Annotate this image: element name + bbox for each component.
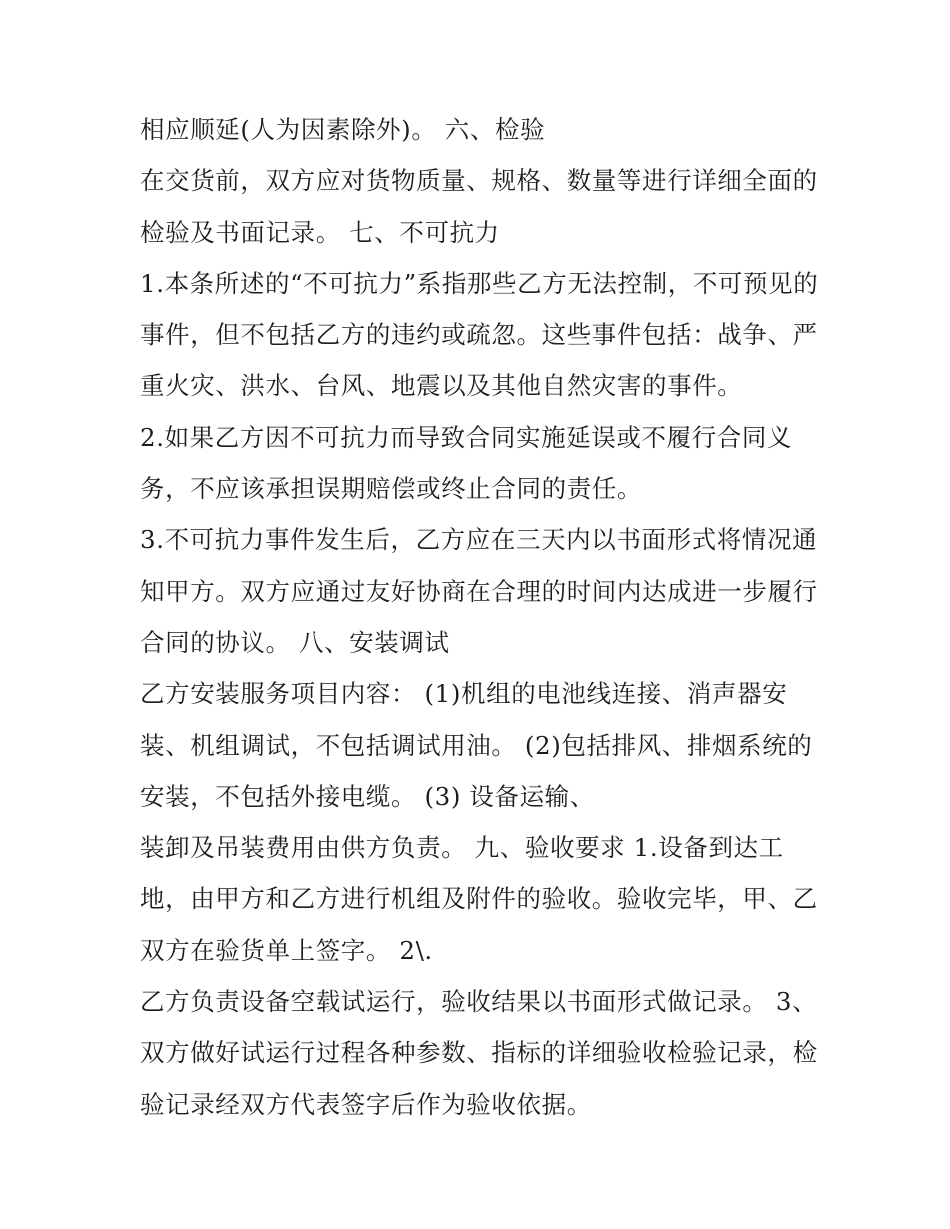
text-line: 务，不应该承担误期赔偿或终止合同的责任。 [140, 474, 642, 504]
text-line: 在交货前，双方应对货物质量、规格、数量等进行详细全面的 [140, 166, 818, 196]
text-line: 合同的协议。 八、安装调试 [140, 627, 450, 657]
text-line: 1.本条所述的“不可抗力”系指那些乙方无法控制，不可预见的 [140, 268, 819, 298]
text-line: 双方在验货单上签字。 2\. [140, 935, 433, 965]
text-line: 3.不可抗力事件发生后，乙方应在三天内以书面形式将情况通 [140, 525, 818, 555]
text-line: 地，由甲方和乙方进行机组及附件的验收。验收完毕，甲、乙 [140, 884, 818, 914]
text-line: 事件，但不包括乙方的违约或疏忽。这些事件包括：战争、严 [140, 320, 818, 350]
text-line: 双方做好试运行过程各种参数、指标的详细验收检验记录，检 [140, 1038, 818, 1068]
text-line: 乙方负责设备空载试运行，验收结果以书面形式做记录。 3、 [140, 987, 818, 1017]
text-line: 安装，不包括外接电缆。 (3) 设备运输、 [140, 781, 595, 811]
text-line: 重火灾、洪水、台风、地震以及其他自然灾害的事件。 [140, 371, 743, 401]
text-line: 装、机组调试，不包括调试用油。 (2)包括排风、排烟系统的 [140, 730, 813, 760]
text-line: 乙方安装服务项目内容： (1)机组的电池线连接、消声器安 [140, 679, 788, 709]
text-line: 检验及书面记录。 七、不可抗力 [140, 217, 500, 247]
text-line: 验记录经双方代表签字后作为验收依据。 [140, 1089, 592, 1119]
text-line: 装卸及吊装费用由供方负责。 九、验收要求 1.设备到达工 [140, 833, 784, 863]
text-line: 2.如果乙方因不可抗力而导致合同实施延误或不履行合同义 [140, 422, 793, 452]
text-line: 知甲方。双方应通过友好协商在合理的时间内达成进一步履行 [140, 576, 818, 606]
document-body [140, 104, 830, 1130]
text-line: 相应顺延(人为因素除外)。 六、检验 [140, 115, 546, 144]
